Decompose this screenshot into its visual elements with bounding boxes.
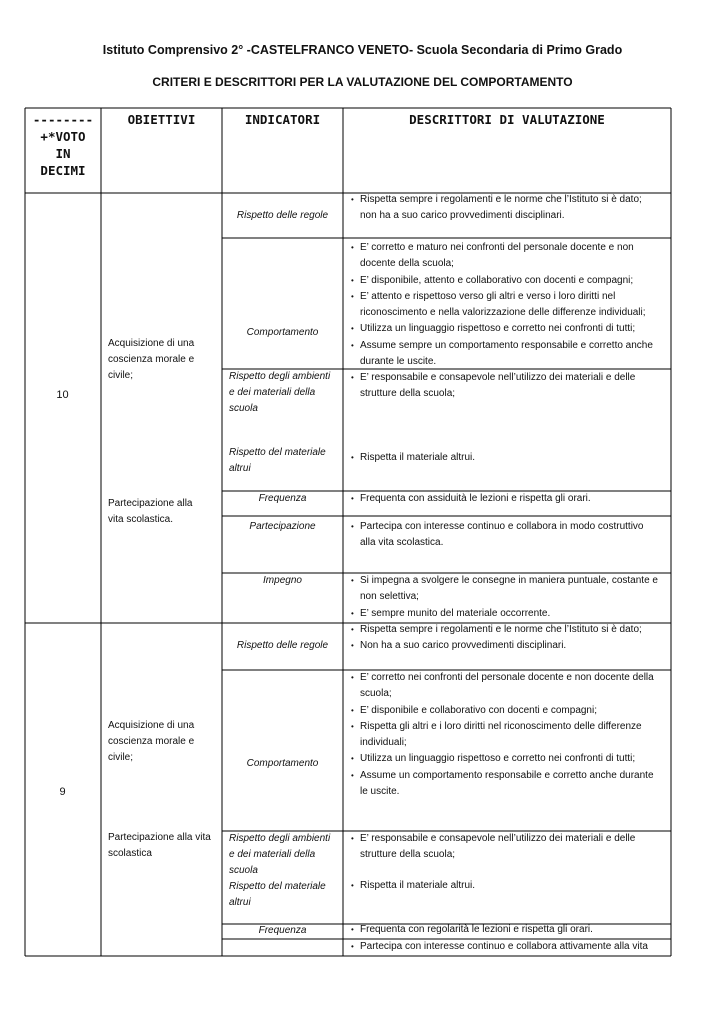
- g10-indicator-impegno: Impegno: [263, 575, 302, 586]
- descriptor-item: [347, 751, 669, 767]
- descriptor-line: • E’ corretto e maturo nei confronti del personale docente e non: [360, 242, 634, 253]
- descriptor-item: [347, 192, 669, 225]
- descriptor-line: • Si impegna a svolgere le consegne in maniera puntuale, costante e: [360, 575, 658, 586]
- header-voto: [25, 111, 101, 179]
- objective-line: coscienza morale e: [108, 354, 195, 365]
- indicator-line: Rispetto degli ambienti: [229, 833, 331, 844]
- indicator-line: altrui: [229, 463, 251, 474]
- descriptor-line: • E’ corretto nei confronti del personale docente e non docente della: [360, 672, 654, 683]
- document-title: Istituto Comprensivo 2° -CASTELFRANCO VENETO- Scuola Secondaria di Primo Grado: [102, 43, 623, 57]
- g10-desc-materiale: [347, 450, 669, 466]
- indicator-line: Rispetto del materiale: [229, 881, 326, 892]
- indicator-line: Rispetto degli ambienti: [229, 371, 331, 382]
- descriptor-line: riconoscimento e nella valorizzazione delle differenze individuali;: [360, 307, 646, 319]
- objective-line: Partecipazione alla: [108, 498, 193, 509]
- objective-line: Partecipazione alla vita: [108, 832, 211, 843]
- indicator-line: altrui: [229, 897, 251, 908]
- g10-indicator-materiale: [229, 445, 341, 477]
- descriptor-line: strutture della scuola;: [360, 388, 456, 400]
- g9-indicator-comportamento: Comportamento: [246, 758, 319, 769]
- descriptor-line: non ha a suo carico provvedimenti disciplinari.: [360, 210, 565, 222]
- descriptor-line: • E’ disponibile, attento e collaborativo con docenti e compagni;: [360, 274, 634, 286]
- descriptor-item: [347, 450, 669, 466]
- descriptor-item: [347, 622, 669, 638]
- descriptor-item: [347, 240, 669, 273]
- descriptor-item: [347, 573, 669, 606]
- g10-desc-impegno: [347, 573, 669, 622]
- descriptor-line: • E’ responsabile e consapevole nell’utilizzo dei materiali e delle: [360, 833, 636, 844]
- g9-desc-ambienti: [347, 831, 669, 864]
- objective-line: Acquisizione di una: [108, 720, 195, 731]
- descriptor-line: • Partecipa con interesse continuo e collabora attivamente alla vita: [360, 941, 648, 952]
- indicator-line: scuola: [229, 865, 258, 876]
- descriptor-item: [347, 273, 669, 289]
- descriptor-line: • Rispetta il materiale altrui.: [360, 880, 476, 891]
- descriptor-item: [347, 939, 669, 955]
- descriptor-item: [347, 338, 669, 371]
- objective-line: civile;: [108, 752, 134, 763]
- g10-indicator-ambienti: [229, 369, 341, 417]
- descriptor-item: [347, 670, 669, 703]
- header-obiettivi: OBIETTIVI: [127, 112, 196, 127]
- descriptor-item: [347, 606, 669, 622]
- g10-desc-partecipazione: [347, 519, 669, 552]
- header-voto-line: IN: [55, 146, 71, 161]
- descriptor-line: durante le uscite.: [360, 356, 437, 368]
- g9-desc-regole: [347, 622, 669, 655]
- descriptor-item: [347, 638, 669, 654]
- g10-desc-regole: [347, 192, 669, 225]
- descriptor-line: • Rispetta gli altri e i loro diritti nel riconoscimento delle differenze: [360, 720, 642, 732]
- grade-9-vote: 9: [59, 786, 66, 798]
- objective-line: Acquisizione di una: [108, 338, 195, 349]
- descriptor-line: • E’ sempre munito del materiale occorrente.: [360, 607, 551, 619]
- descriptor-line: docente della scuola;: [360, 258, 454, 270]
- header-voto-line: +*VOTO: [40, 129, 86, 144]
- objective-line: coscienza morale e: [108, 736, 195, 747]
- g10-indicator-regole: Rispetto delle regole: [236, 210, 329, 221]
- indicator-line: e dei materiali della: [229, 387, 316, 398]
- grade-9-objective-2: [108, 830, 220, 862]
- indicator-line: e dei materiali della: [229, 849, 316, 860]
- descriptor-line: • Rispetta sempre i regolamenti e le norme che l’Istituto si è dato;: [360, 194, 642, 205]
- g9-desc-frequenza: [347, 922, 669, 938]
- descriptor-item: [347, 370, 669, 403]
- g9-indicator-ambienti: [229, 831, 341, 911]
- g9-desc-comportamento: [347, 670, 669, 800]
- g10-indicator-comportamento: Comportamento: [246, 327, 319, 338]
- descriptor-item: [347, 703, 669, 719]
- descriptor-line: le uscite.: [360, 786, 400, 798]
- descriptor-line: • Non ha a suo carico provvedimenti disciplinari.: [360, 640, 567, 652]
- descriptor-item: [347, 878, 669, 894]
- grade-10-objective-2: [108, 496, 220, 528]
- descriptor-line: • Assume un comportamento responsabile e corretto anche durante: [360, 769, 654, 781]
- g9-desc-materiale: [347, 878, 669, 894]
- document-subtitle: CRITERI E DESCRITTORI PER LA VALUTAZIONE DEL COMPORTAMENTO: [152, 75, 573, 89]
- descriptor-line: • E’ attento e rispettoso verso gli altri e verso i loro diritti nel: [360, 290, 616, 302]
- descriptor-item: [347, 922, 669, 938]
- descriptor-line: • Frequenta con regolarità le lezioni e rispetta gli orari.: [360, 924, 593, 935]
- g9-desc-partecipazione: [347, 939, 669, 955]
- descriptor-line: strutture della scuola;: [360, 849, 456, 861]
- descriptor-line: • E’ responsabile e consapevole nell’utilizzo dei materiali e delle: [360, 372, 636, 383]
- header-indicatori: INDICATORI: [244, 112, 321, 127]
- grade-10-objective-1: [108, 336, 220, 384]
- descriptor-item: [347, 321, 669, 337]
- descriptor-item: [347, 768, 669, 801]
- descriptor-line: • Assume sempre un comportamento responsabile e corretto anche: [360, 339, 653, 351]
- descriptor-item: [347, 719, 669, 752]
- g10-desc-comportamento: [347, 240, 669, 370]
- descriptor-line: • Frequenta con assiduità le lezioni e rispetta gli orari.: [360, 493, 591, 504]
- descriptor-item: [347, 491, 669, 507]
- descriptor-item: [347, 289, 669, 322]
- g10-indicator-frequenza: Frequenza: [258, 493, 307, 504]
- descriptor-line: individuali;: [360, 737, 407, 749]
- g9-indicator-regole: Rispetto delle regole: [236, 640, 329, 651]
- header-voto-line: DECIMI: [40, 163, 86, 178]
- indicator-line: Rispetto del materiale: [229, 447, 326, 458]
- descriptor-line: • Utilizza un linguaggio rispettoso e corretto nei confronti di tutti;: [360, 753, 636, 765]
- grade-9-objective-1: [108, 718, 220, 766]
- descriptor-line: • Partecipa con interesse continuo e collabora in modo costruttivo: [360, 521, 644, 532]
- g10-desc-frequenza: [347, 491, 669, 507]
- descriptor-line: • Rispetta sempre i regolamenti e le norme che l’Istituto si è dato;: [360, 624, 642, 635]
- header-descrittori: DESCRITTORI DI VALUTAZIONE: [409, 112, 605, 127]
- descriptor-line: • Utilizza un linguaggio rispettoso e corretto nei confronti di tutti;: [360, 323, 636, 335]
- g10-indicator-partecipazione: Partecipazione: [249, 521, 316, 532]
- objective-line: scolastica: [108, 848, 152, 859]
- descriptor-item: [347, 519, 669, 552]
- descriptor-line: • Rispetta il materiale altrui.: [360, 452, 476, 463]
- objective-line: vita scolastica.: [108, 514, 174, 525]
- objective-line: civile;: [108, 370, 134, 381]
- descriptor-line: scuola;: [360, 688, 392, 700]
- descriptor-line: non selettiva;: [360, 591, 419, 603]
- descriptor-line: • E’ disponibile e collaborativo con docenti e compagni;: [360, 704, 597, 716]
- descriptor-item: [347, 831, 669, 864]
- grade-10-vote: 10: [56, 389, 69, 401]
- header-voto-line: --------: [32, 112, 94, 127]
- descriptor-line: alla vita scolastica.: [360, 537, 444, 549]
- g9-indicator-frequenza: Frequenza: [258, 925, 307, 936]
- g10-desc-ambienti: [347, 370, 669, 403]
- indicator-line: scuola: [229, 403, 258, 414]
